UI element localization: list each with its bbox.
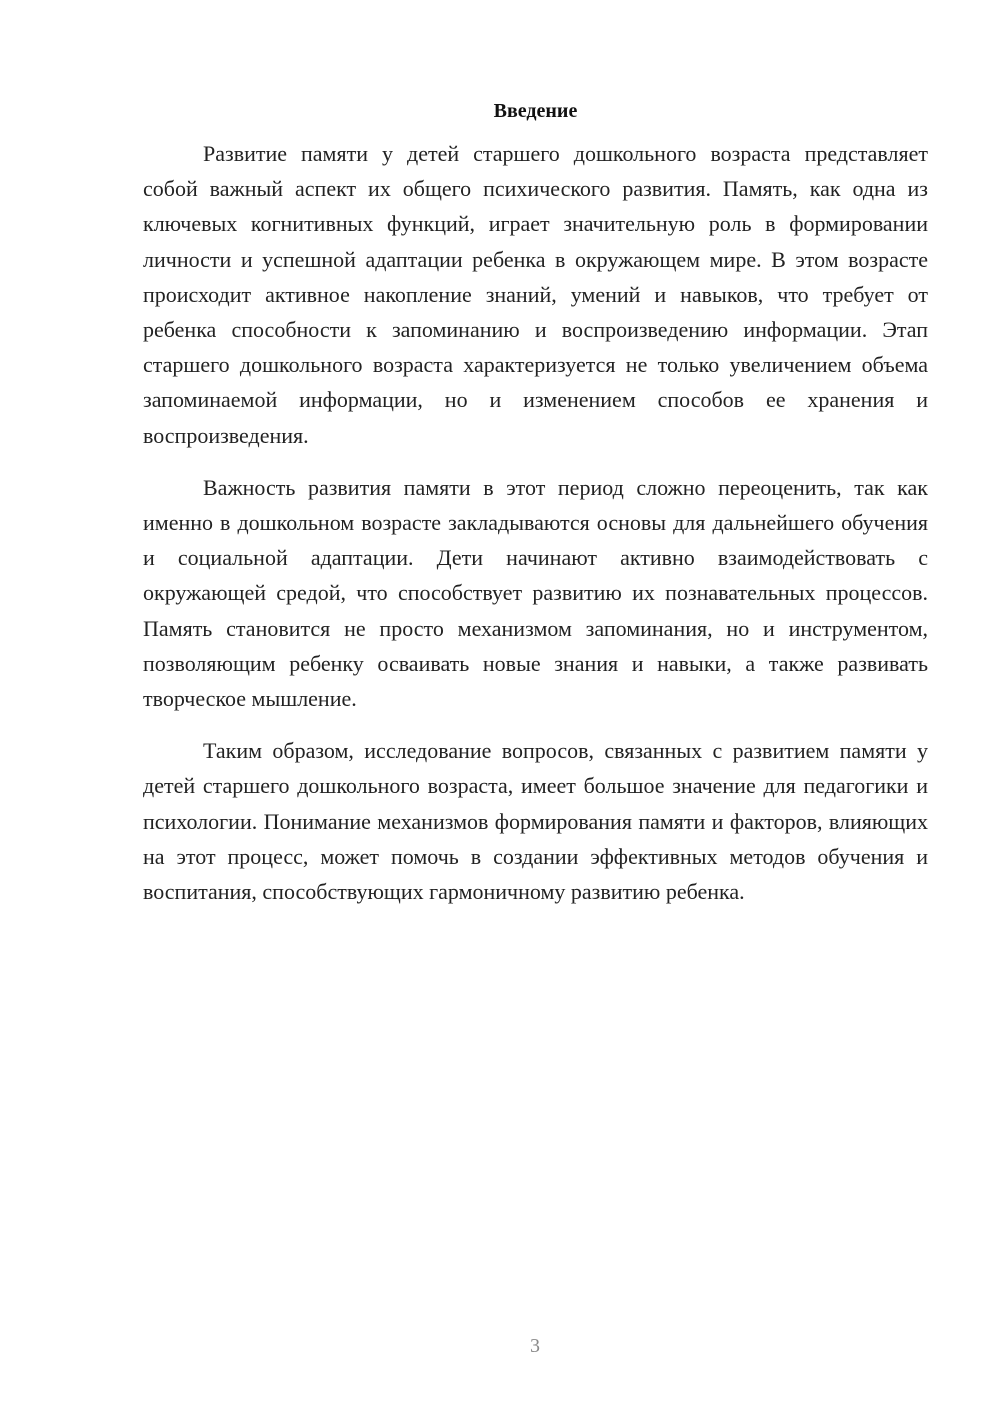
paragraph-importance: Важность развития памяти в этот период сложно переоценить, так как именно в дошкольном возрасте закладываются основы для дальнейшего обучения и социальной адаптации. Дети начинают активно взаимодействовать с окружающей средой, что способствует развитию их познавательных процессов. Память становится не просто механизмом запоминания, но и инструментом, позволяющим ребенку осваивать новые знания и навыки, а также развивать творческое мышление. xyxy=(143,474,928,712)
page-content xyxy=(143,96,928,926)
section-title: Введение xyxy=(493,100,578,122)
paragraph-conclusion: Таким образом, исследование вопросов, связанных с развитием памяти у детей старшего дошкольного возраста, имеет большое значение для педагогики и психологии. Понимание механизмов формирования памяти и факторов, влияющих на этот процесс, может помочь в создании эффективных методов обучения и воспитания, способствующих гармоничному развитию ребенка. xyxy=(143,738,928,905)
page-number: 3 xyxy=(530,1335,540,1357)
paragraph-intro: Развитие памяти у детей старшего дошкольного возраста представляет собой важный аспект их общего психического развития. Память, как одна из ключевых когнитивных функций, играет значительную роль в формировании личности и успешной адаптации ребенка в окружающем мире. В этом возрасте происходит активное накопление знаний, умений и навыков, что требует от ребенка способности к запоминанию и воспроизведению информации. Этап старшего дошкольного возраста характеризуется не только увеличением объема запоминаемой информации, но и изменением способов ее хранения и воспроизведения. xyxy=(143,141,928,448)
